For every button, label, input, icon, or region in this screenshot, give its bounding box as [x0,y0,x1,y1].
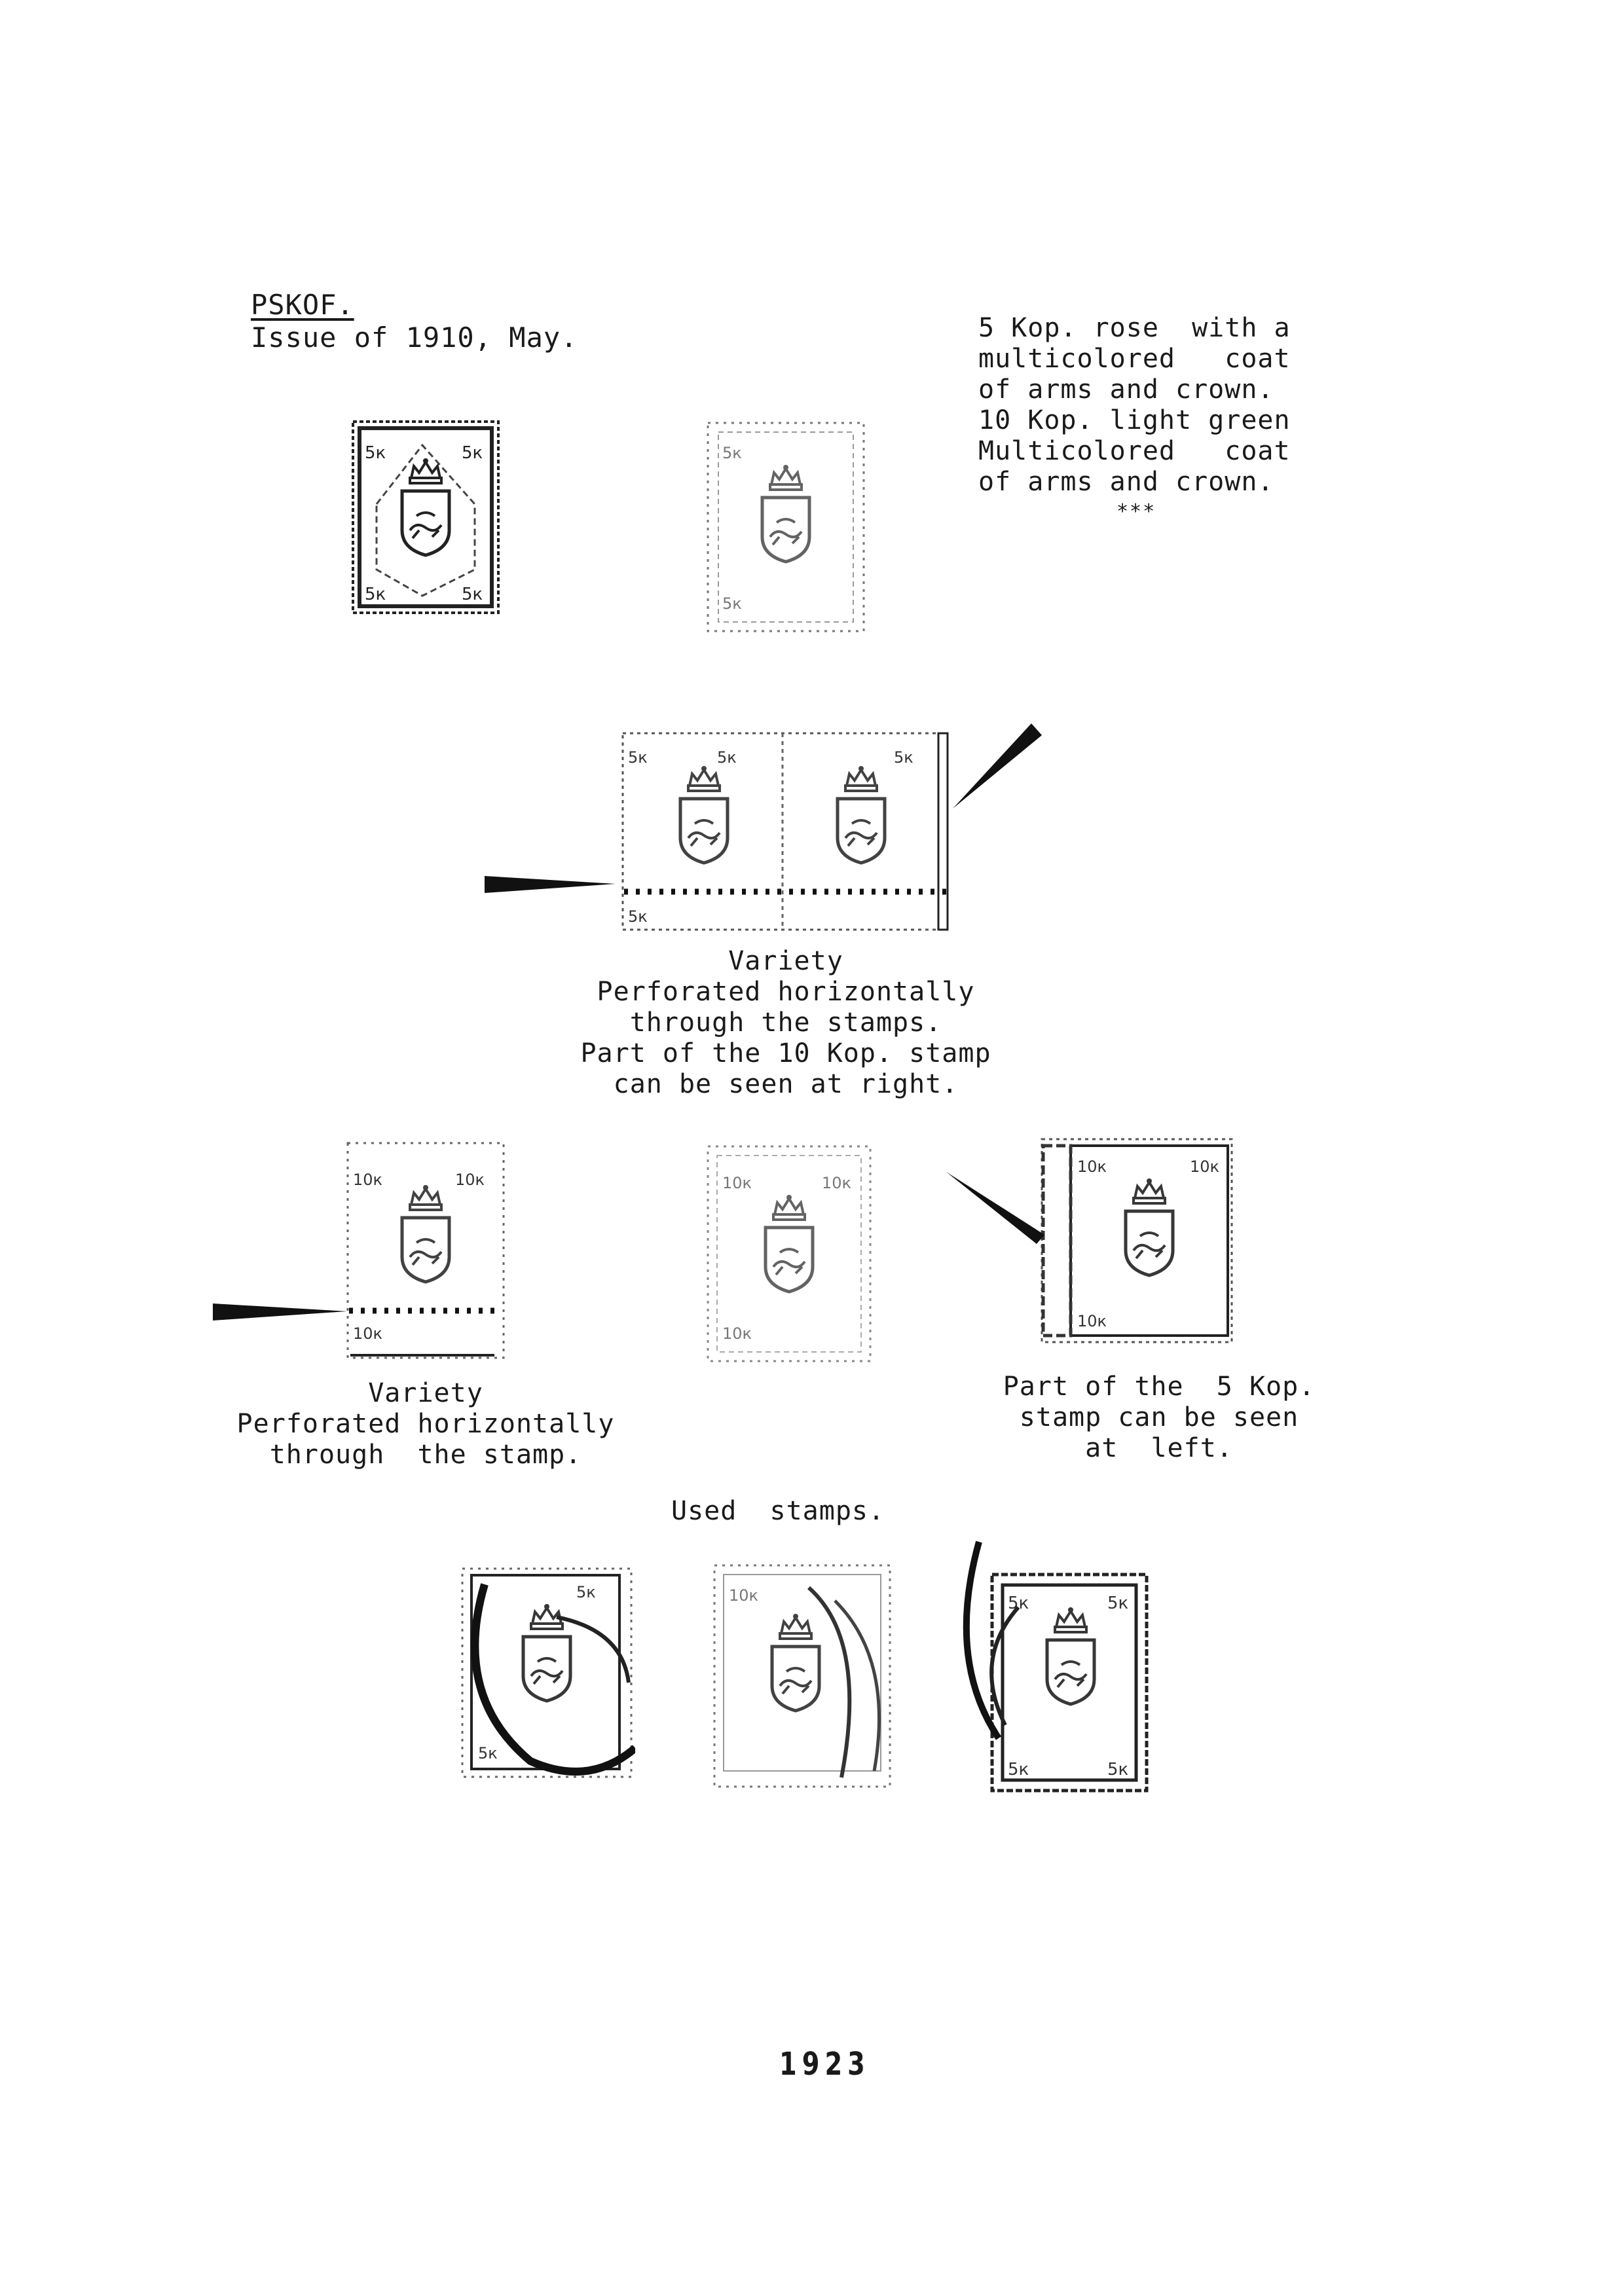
stamp-10-kop-faint [704,1142,874,1365]
stamp-5-kop-faint [704,419,868,635]
value-label: 5к [1008,1760,1029,1779]
description-line: of arms and crown. [978,467,1274,497]
caption-line: at left. [1085,1433,1233,1463]
description-line: 5 Kop. rose with a [978,313,1291,343]
value-label: 5к [628,748,648,767]
stars-ornament: *** [1116,500,1156,523]
value-label: 5к [462,443,483,463]
page-title: PSKOF. [251,289,354,321]
stamp-pair-variety [619,714,953,936]
value-label: 10к [1077,1312,1107,1330]
value-label: 5к [717,748,737,767]
value-label: 5к [722,594,742,613]
left-arrow-pointer [485,871,622,897]
caption-line: Part of the 5 Kop. [1003,1372,1316,1402]
value-label: 10к [729,1586,759,1605]
value-label: 10к [722,1174,752,1192]
diagonal-arrow-pointer [946,1172,1051,1244]
left-arrow-pointer [213,1300,350,1326]
stamp-5-kop [350,419,501,615]
value-label: 10к [455,1171,485,1189]
stamp-10-kop-with-part-5 [1038,1133,1241,1355]
value-label: 5к [365,443,386,463]
stamp-10-kop-variety [344,1139,507,1362]
caption-line: Part of the 10 Kop. stamp [580,1038,991,1068]
diagonal-arrow-pointer [953,723,1044,815]
value-label: 5к [628,907,648,926]
caption-line: Perforated horizontally [236,1409,615,1439]
used-stamp-5-kop [458,1565,635,1781]
value-label: 10к [353,1324,383,1343]
caption-line: Perforated horizontally [597,977,975,1007]
value-label: 5к [462,585,483,604]
caption-line: Variety [728,946,843,976]
page-number: 1923 [779,2046,870,2083]
caption-line: can be seen at right. [613,1069,959,1099]
value-label: 5к [722,444,742,462]
value-label: 5к [365,585,386,604]
value-label: 10к [1077,1157,1107,1176]
description-line: 10 Kop. light green [978,405,1291,435]
value-label: 5к [1107,1594,1129,1613]
description-line: of arms and crown. [978,374,1274,405]
caption-line: through the stamp. [269,1440,582,1470]
value-label: 5к [1107,1760,1129,1779]
value-label: 5к [478,1744,498,1762]
used-stamp-5-kop-dated [959,1529,1156,1804]
value-label: 10к [1190,1157,1220,1176]
description-line: multicolored coat [978,344,1291,374]
value-label: 10к [722,1324,752,1343]
caption-line: through the stamps. [629,1008,942,1038]
value-label: 5к [576,1583,596,1601]
value-label: 5к [894,748,913,767]
used-stamp-10-kop [710,1561,894,1791]
caption-line: stamp can be seen [1019,1402,1299,1432]
used-stamps-heading: Used stamps. [671,1496,885,1526]
issue-subtitle: Issue of 1910, May. [251,321,578,354]
value-label: 5к [1008,1594,1029,1613]
value-label: 10к [353,1171,383,1189]
caption-line: Variety [368,1378,483,1408]
description-line: Multicolored coat [978,436,1291,466]
value-label: 10к [822,1174,852,1192]
